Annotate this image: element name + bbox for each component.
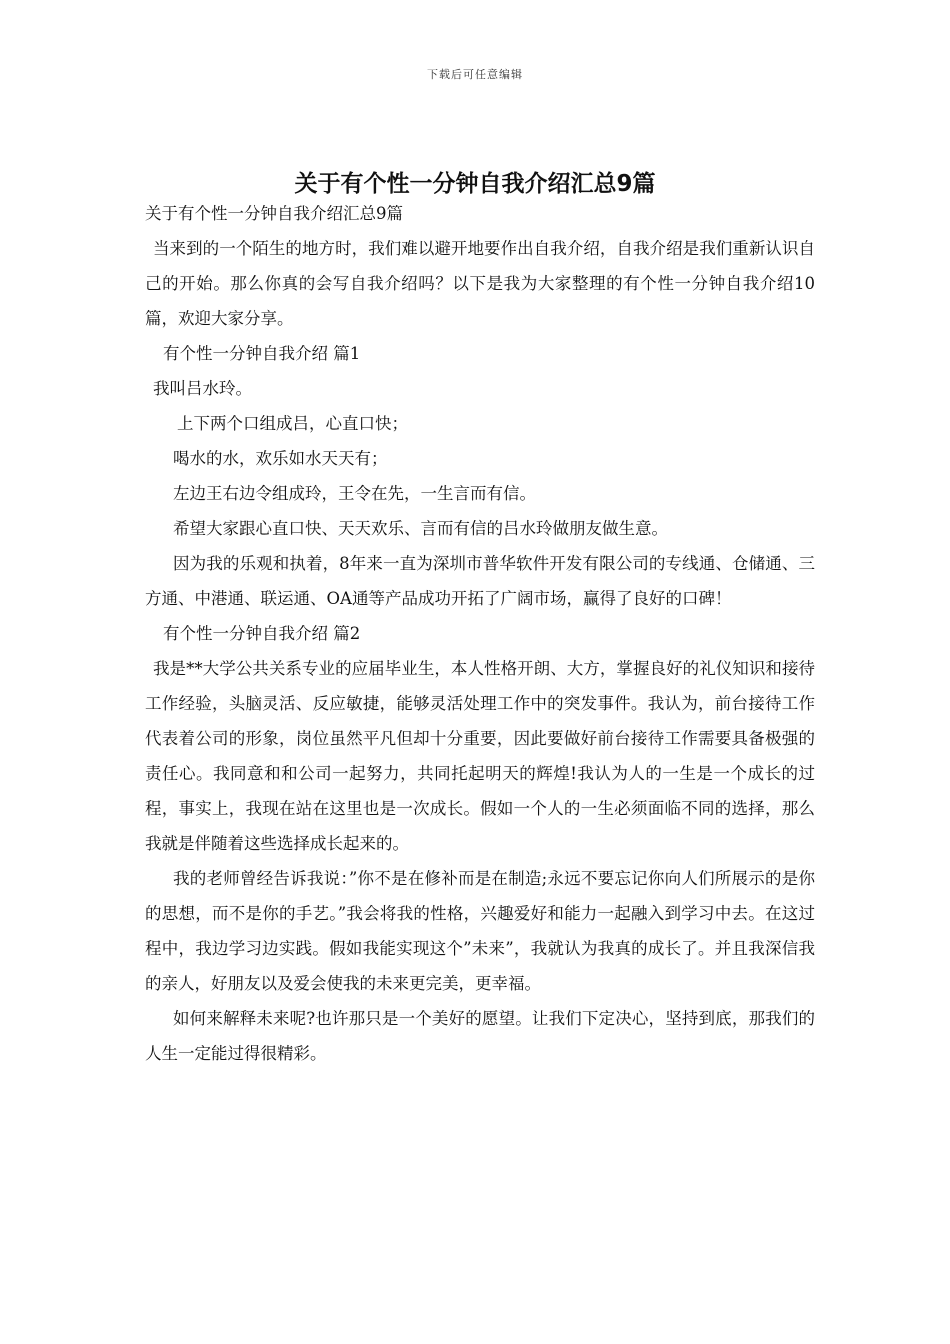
document-body — [145, 196, 815, 1071]
body-paragraph: 我的老师曾经告诉我说：”你不是在修补而是在制造;永远不要忘记你向人们所展示的是你的思想，而不是你的手艺。”我会将我的性格，兴趣爱好和能力一起融入到学习中去。在这过程中，我边学习边实践。假如我能实现这个”未来”，我就认为我真的成长了。并且我深信我的亲人，好朋友以及爱会使我的未来更完美，更幸福。 — [145, 869, 815, 993]
section-heading-2: 有个性一分钟自我介绍 篇2 — [163, 624, 361, 643]
body-paragraph: 左边王右边令组成玲，王令在先，一生言而有信。 — [173, 484, 536, 503]
body-paragraph: 因为我的乐观和执着，8年来一直为深圳市普华软件开发有限公司的专线通、仓储通、三方通、中港通、联运通、OA通等产品成功开拓了广阔市场，赢得了良好的口碑！ — [145, 554, 815, 608]
header-note: 下载后可任意编辑 — [427, 68, 523, 81]
body-paragraph: 喝水的水，欢乐如水天天有； — [173, 449, 388, 468]
body-paragraph: 我叫吕水玲。 — [153, 379, 252, 398]
subtitle-paragraph: 关于有个性一分钟自我介绍汇总9篇 — [145, 204, 403, 223]
document-title: 关于有个性一分钟自我介绍汇总9篇 — [294, 171, 656, 198]
section-heading-1: 有个性一分钟自我介绍 篇1 — [163, 344, 361, 363]
body-paragraph: 我是**大学公共关系专业的应届毕业生，本人性格开朗、大方，掌握良好的礼仪知识和接待工作经验，头脑灵活、反应敏捷，能够灵活处理工作中的突发事件。我认为，前台接待工作代表着公司的形象，岗位虽然平凡但却十分重要，因此要做好前台接待工作需要具备极强的责任心。我同意和和公司一起努力，共同托起明天的辉煌!我认为人的一生是一个成长的过程，事实上，我现在站在这里也是一次成长。假如一个人的一生必须面临不同的选择，那么我就是伴随着这些选择成长起来的。 — [145, 659, 815, 853]
intro-paragraph: 当来到的一个陌生的地方时，我们难以避开地要作出自我介绍，自我介绍是我们重新认识自己的开始。那么你真的会写自我介绍吗？以下是我为大家整理的有个性一分钟自我介绍10篇，欢迎大家分享。 — [145, 239, 815, 328]
body-paragraph: 如何来解释未来呢?也许那只是一个美好的愿望。让我们下定决心，坚持到底，那我们的人生一定能过得很精彩。 — [145, 1009, 815, 1063]
body-paragraph: 希望大家跟心直口快、天天欢乐、言而有信的吕水玲做朋友做生意。 — [173, 519, 668, 538]
body-paragraph: 上下两个口组成吕，心直口快； — [177, 414, 408, 433]
